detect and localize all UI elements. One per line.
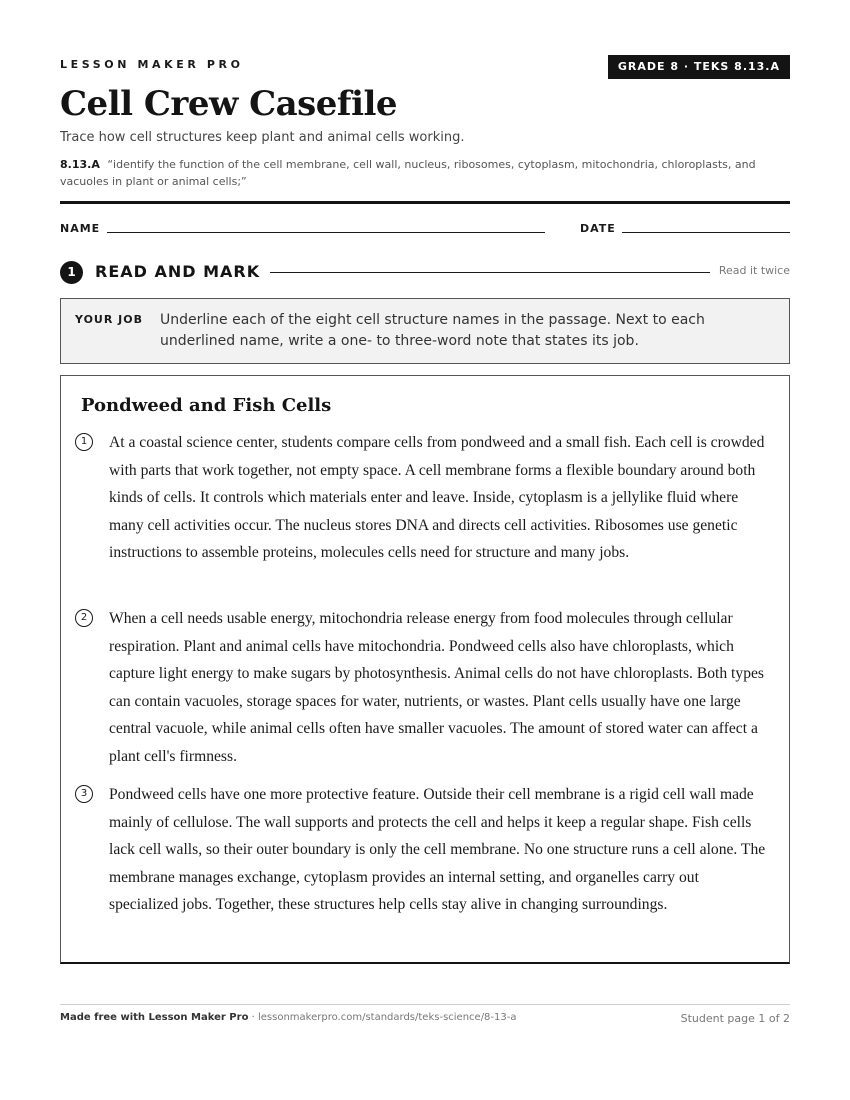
reading-passage xyxy=(60,375,790,964)
section-title: READ AND MARK xyxy=(95,262,261,281)
instruction-label: YOUR JOB xyxy=(75,313,143,326)
paragraph-text: When a cell needs usable energy, mitochondria release energy from food molecules through cellular respiration. Plant and animal cells have mitochondria. Pondweed cells also have chloroplasts, which capture light energy to make sugars by photosynthesis. Animal cells do not have chloroplasts. Both types can contain vacuoles, storage spaces for water, nutrients, or wastes. Plant cells usually have one large central vacuole, while animal cells often have smaller vacuoles. The amount of stored water can affect a plant cell's firmness. xyxy=(109,610,764,765)
section-header xyxy=(60,260,790,284)
page-indicator: Student page 1 of 2 xyxy=(680,1012,790,1025)
section-note: Read it twice xyxy=(718,264,790,277)
section-rule xyxy=(270,272,710,273)
brand-name: LESSON MAKER PRO xyxy=(60,58,244,71)
paragraph-number-badge: 3 xyxy=(75,785,93,803)
footer-divider xyxy=(60,1004,790,1005)
name-label: NAME xyxy=(60,222,101,235)
name-field[interactable] xyxy=(107,232,545,233)
footer-url[interactable]: lessonmakerpro.com/standards/teks-science/8-13-a xyxy=(257,1012,517,1023)
header-divider xyxy=(60,201,790,204)
standard-text: “identify the function of the cell membrane, cell wall, nucleus, ribosomes, cytoplasm, mitochondria, chloroplasts, and vacuoles in plant or animal cells;” xyxy=(60,158,756,188)
passage-title: Pondweed and Fish Cells xyxy=(81,395,332,416)
name-date-row xyxy=(60,222,790,236)
standard-statement xyxy=(60,156,790,190)
section-number-badge: 1 xyxy=(60,261,83,284)
paragraph-number-badge: 1 xyxy=(75,433,93,451)
date-label: DATE xyxy=(580,222,616,235)
page-title: Cell Crew Casefile xyxy=(60,84,398,124)
instruction-text: Underline each of the eight cell structure names in the passage. Next to each underlined name, write a one- to three-word note that states its job. xyxy=(160,312,705,349)
standard-code: 8.13.A xyxy=(60,158,100,171)
date-field[interactable] xyxy=(622,232,790,233)
footer-separator: · xyxy=(248,1012,258,1023)
page-subtitle: Trace how cell structures keep plant and animal cells working. xyxy=(60,130,465,145)
footer-credit xyxy=(60,1012,517,1023)
footer-made-with: Made free with Lesson Maker Pro xyxy=(60,1012,249,1023)
paragraph-number-badge: 2 xyxy=(75,609,93,627)
paragraph-text: At a coastal science center, students compare cells from pondweed and a small fish. Each cell is crowded with parts that work together, not empty space. A cell membrane forms a flexible boundary around both kinds of cells. It controls which materials enter and leave. Inside, cytoplasm is a jellylike fluid where many cell activities occur. The nucleus stores DNA and directs cell activities. Ribosomes use genetic instructions to assemble proteins, molecules cells need for structure and many jobs. xyxy=(109,434,765,561)
instruction-box xyxy=(60,298,790,364)
grade-badge: GRADE 8 · TEKS 8.13.A xyxy=(608,55,790,79)
paragraph-text: Pondweed cells have one more protective feature. Outside their cell membrane is a rigid cell wall made mainly of cellulose. The wall supports and protects the cell and helps it keep a regular shape. Fish cells lack cell walls, so their outer boundary is only the cell membrane. No one structure runs a cell alone. The membrane manages exchange, cytoplasm provides an internal setting, and organelles carry out specialized jobs. Together, these structures help cells stay alive in changing surroundings. xyxy=(109,786,766,913)
